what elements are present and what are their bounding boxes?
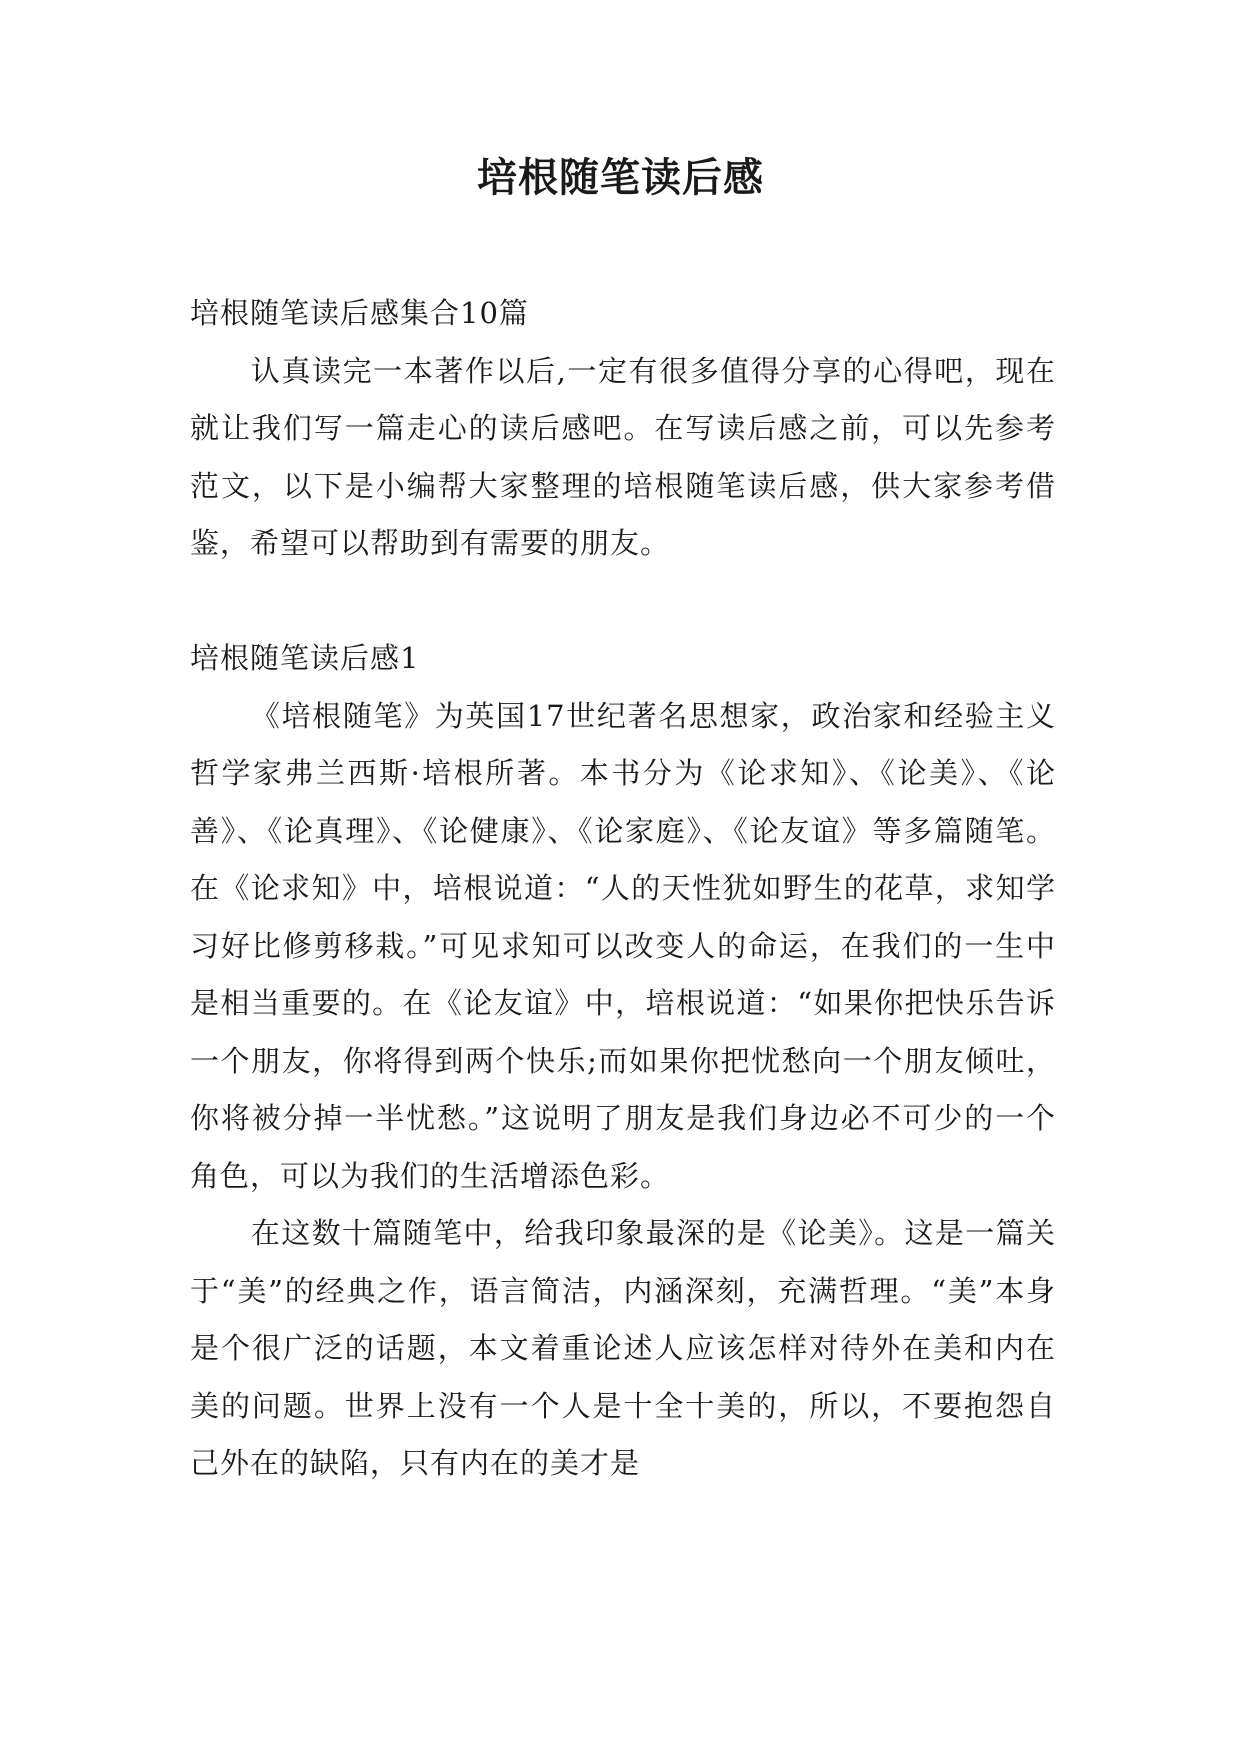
document-subtitle: 培根随笔读后感集合10篇 [190,296,529,330]
body-paragraph: 《培根随笔》为英国17世纪著名思想家，政治家和经验主义哲学家弗兰西斯·培根所著。本书分为《论求知》、《论美》、《论善》、《论真理》、《论健康》、《论家庭》、《论友谊》等多篇随笔。在《论求知》中，培根说道：“人的天性犹如野生的花草，求知学习好比修剪移栽。”可见求知可以改变人的命运，在我们的一生中是相当重要的。在《论友谊》中，培根说道：“如果你把快乐告诉一个朋友，你将得到两个快乐;而如果你把忧愁向一个朋友倾吐，你将被分掉一半忧愁。”这说明了朋友是我们身边必不可少的一个角色，可以为我们的生活增添色彩。 [190,698,1056,1193]
intro-paragraph: 认真读完一本著作以后,一定有很多值得分享的心得吧，现在就让我们写一篇走心的读后感吧。在写读后感之前，可以先参考范文，以下是小编帮大家整理的培根随笔读后感，供大家参考借鉴，希望可以帮助到有需要的朋友。 [190,353,1056,560]
document-body [190,285,1056,1493]
section-gap [190,573,1056,631]
body-paragraph: 在这数十篇随笔中，给我印象最深的是《论美》。这是一篇关于“美”的经典之作，语言简洁，内涵深刻，充满哲理。“美”本身是个很广泛的话题，本文着重论述人应该怎样对待外在美和内在美的问题。世界上没有一个人是十全十美的，所以，不要抱怨自己外在的缺陷，只有内在的美才是 [190,1216,1056,1480]
section-heading: 培根随笔读后感1 [190,641,420,675]
document-title: 培根随笔读后感 [477,154,764,201]
